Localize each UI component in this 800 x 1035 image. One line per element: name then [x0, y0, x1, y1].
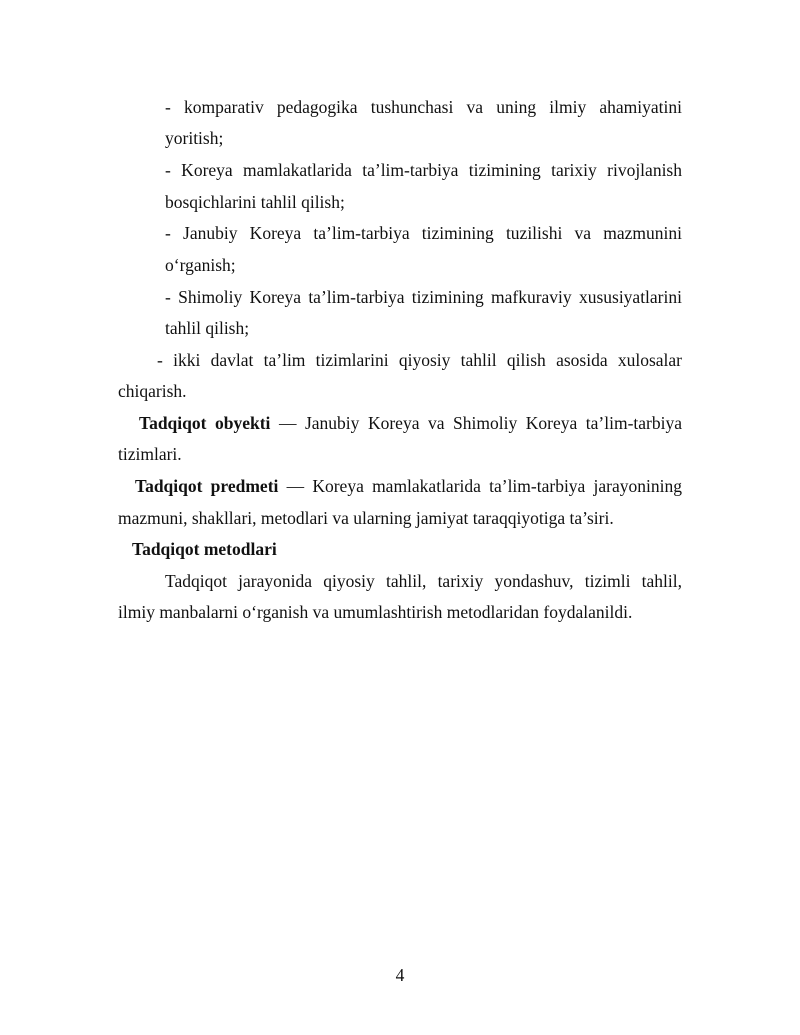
task-item-5-line-1: - ikki davlat ta’lim tizimlarini qiyosiy tahlil qilish asosida xulosalar — [157, 350, 682, 370]
methods-heading: Tadqiqot metodlari — [132, 539, 277, 559]
task-item-3-line-1: - Janubiy Koreya ta’lim-tarbiya tizimining tuzilishi va mazmunini — [165, 223, 682, 243]
task-item-3-line-2: o‘rganish; — [165, 255, 236, 275]
task-item-4-line-2: tahlil qilish; — [165, 318, 250, 338]
research-object-line-2: tizimlari. — [118, 444, 182, 464]
research-subject-line-1 — [135, 475, 682, 497]
methods-paragraph-line-2: ilmiy manbalarni o‘rganish va umumlashtirish metodlaridan foydalanildi. — [118, 602, 633, 622]
research-subject-label: Tadqiqot predmeti — [135, 476, 279, 496]
task-item-2-line-2: bosqichlarini tahlil qilish; — [165, 192, 345, 212]
research-subject-text: — Koreya mamlakatlarida ta’lim-tarbiya jarayonining — [278, 476, 682, 496]
task-item-1-line-1: - komparativ pedagogika tushunchasi va uning ilmiy ahamiyatini — [165, 97, 682, 117]
research-object-label: Tadqiqot obyekti — [139, 413, 271, 433]
task-item-5-line-2: chiqarish. — [118, 381, 187, 401]
page-number: 4 — [395, 965, 405, 985]
research-subject-line-2: mazmuni, shakllari, metodlari va ularning jamiyat taraqqiyotiga ta’siri. — [118, 508, 614, 528]
research-object-line-1 — [139, 412, 682, 434]
task-item-2-line-1: - Koreya mamlakatlarida ta’lim-tarbiya tizimining tarixiy rivojlanish — [165, 160, 682, 180]
methods-paragraph-line-1: Tadqiqot jarayonida qiyosiy tahlil, tarixiy yondashuv, tizimli tahlil, — [165, 571, 682, 591]
task-item-1-line-2: yoritish; — [165, 128, 224, 148]
research-object-text: — Janubiy Koreya va Shimoliy Koreya ta’lim-tarbiya — [270, 413, 682, 433]
task-item-4-line-1: - Shimoliy Koreya ta’lim-tarbiya tizimining mafkuraviy xususiyatlarini — [165, 287, 682, 307]
